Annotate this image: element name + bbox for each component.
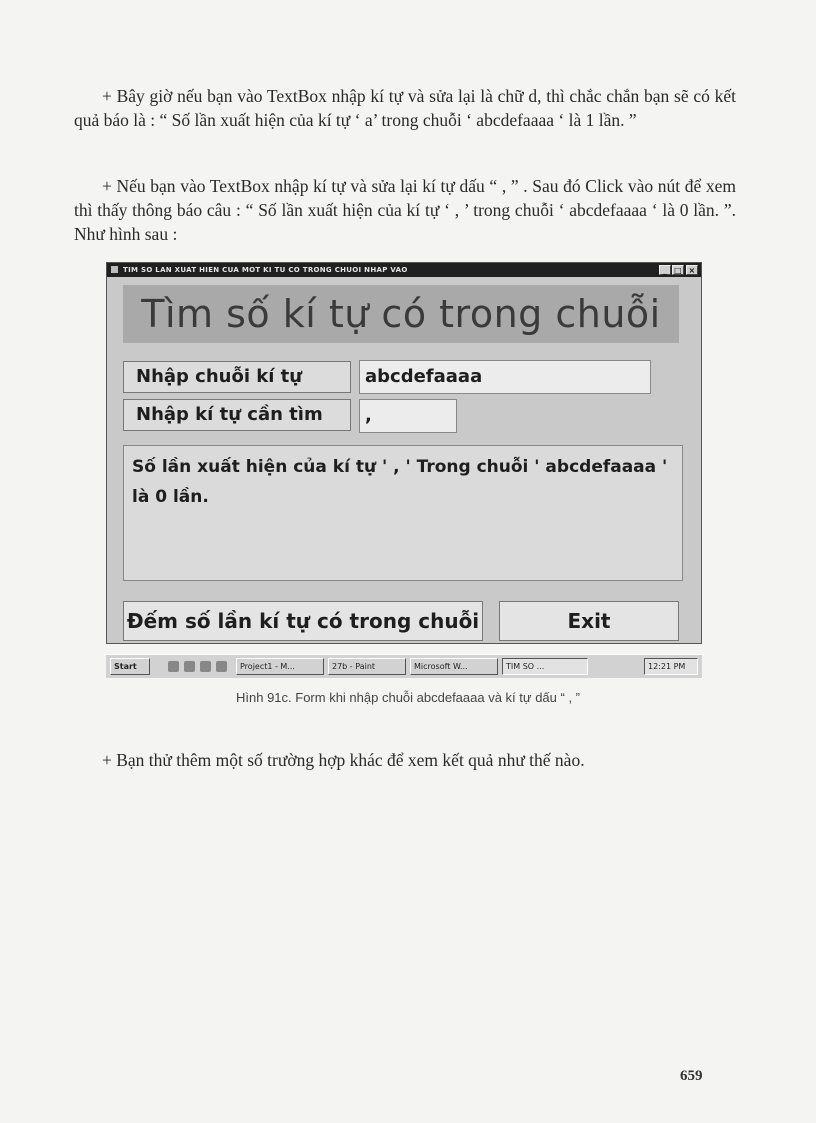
form-heading: Tìm số kí tự có trong chuỗi bbox=[123, 285, 679, 343]
window-titlebar bbox=[107, 263, 701, 277]
paragraph-1: + Bây giờ nếu bạn vào TextBox nhập kí tự và sửa lại là chữ d, thì chắc chắn bạn sẽ có kết quả báo là : “ Số lần xuất hiện của kí tự ‘ a’ trong chuỗi ‘ abcdefaaaa ‘ là 1 lần. ” bbox=[74, 86, 736, 130]
result-text: Số lần xuất hiện của kí tự ' , ' Trong chuỗi ' abcdefaaaa ' là 0 lần. bbox=[123, 445, 683, 581]
exit-button[interactable]: Exit bbox=[499, 601, 679, 641]
window-title: TIM SO LAN XUAT HIEN CUA MOT KI TU CO TRONG CHUOI NHAP VAO bbox=[123, 266, 408, 274]
app-window-screenshot bbox=[106, 262, 702, 644]
maximize-icon[interactable]: □ bbox=[672, 265, 684, 275]
paragraph-3: + Bạn thử thêm một số trường hợp khác để xem kết quả như thế nào. bbox=[102, 750, 585, 770]
taskbar-item-app[interactable]: TIM SO ... bbox=[502, 658, 588, 675]
start-button[interactable]: Start bbox=[110, 658, 150, 675]
minimize-icon[interactable]: _ bbox=[659, 265, 671, 275]
channel-icon[interactable] bbox=[216, 661, 227, 672]
taskbar-item-word[interactable]: Microsoft W... bbox=[410, 658, 498, 675]
browser-icon[interactable] bbox=[168, 661, 179, 672]
paragraph-2: + Nếu bạn vào TextBox nhập kí tự và sửa lại kí tự dấu “ , ” . Sau đó Click vào nút để xem thì thấy thông báo câu : “ Số lần xuất hiện của kí tự ‘ , ’ trong chuỗi ‘ abcdefaaaa ‘ là 0 lần. ”. Như hình sau : bbox=[74, 176, 736, 244]
taskbar-item-paint[interactable]: 27b - Paint bbox=[328, 658, 406, 675]
taskbar-item-project[interactable]: Project1 - M... bbox=[236, 658, 324, 675]
mail-icon[interactable] bbox=[200, 661, 211, 672]
taskbar-clock: 12:21 PM bbox=[644, 658, 698, 675]
char-label: Nhập kí tự cần tìm bbox=[123, 399, 351, 431]
string-input[interactable]: abcdefaaaa bbox=[359, 360, 651, 394]
app-icon bbox=[111, 266, 118, 273]
count-button[interactable]: Đếm số lần kí tự có trong chuỗi bbox=[123, 601, 483, 641]
figure-caption: Hình 91c. Form khi nhập chuỗi abcdefaaaa và kí tự dấu “ , ” bbox=[236, 690, 580, 705]
char-input[interactable]: , bbox=[359, 399, 457, 433]
page-number: 659 bbox=[680, 1068, 703, 1084]
string-label: Nhập chuỗi kí tự bbox=[123, 361, 351, 393]
desktop-icon[interactable] bbox=[184, 661, 195, 672]
close-icon[interactable]: × bbox=[686, 265, 698, 275]
taskbar bbox=[106, 654, 702, 678]
